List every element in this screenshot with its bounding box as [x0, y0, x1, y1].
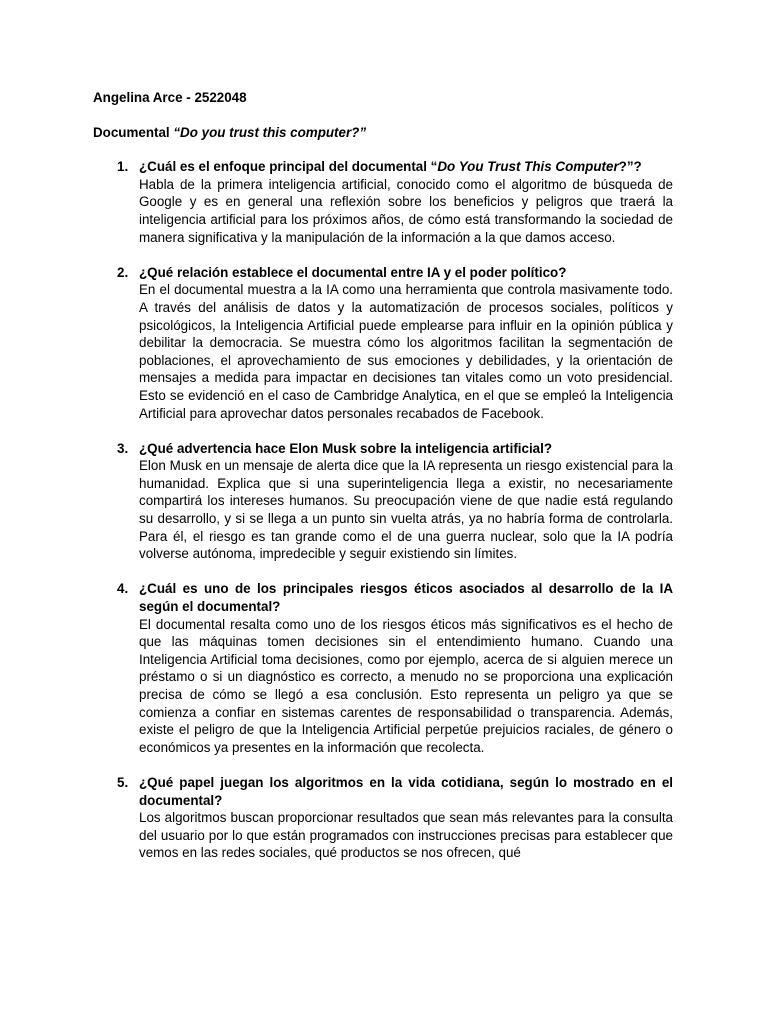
question-item-5	[93, 774, 673, 862]
question-text-part: ¿Cuál es el enfoque principal del documental “	[139, 159, 438, 175]
question-item-1	[93, 158, 673, 246]
question-text	[139, 158, 673, 176]
question-text-part: ?”?	[618, 159, 642, 175]
question-number: 1.	[117, 159, 129, 175]
document-label: Documental	[93, 124, 174, 140]
document-page	[93, 89, 673, 880]
answer-text: El documental resalta como uno de los riesgos éticos más significativos es el hecho de que las máquinas tomen decisiones sin el entendimiento humano. Cuando una Inteligencia Artificial toma decisiones, como por ejemplo, acerca de si alguien merece un préstamo o si un diagnóstico es correcto, a menudo no se proporciona una explicación precisa de cómo se llegó a esa conclusión. Esto representa un peligro ya que se comienza a confiar en sistemas carentes de responsabilidad o transparencia. Además, existe el peligro de que la Inteligencia Artificial perpetúe prejuicios raciales, de género o económicos ya presentes en la información que recolecta.	[139, 616, 673, 755]
question-text: ¿Cuál es uno de los principales riesgos éticos asociados al desarrollo de la IA según el documental?	[139, 581, 673, 615]
answer-text: Habla de la primera inteligencia artificial, conocido como el algoritmo de búsqueda de Google y es en general una reflexión sobre los beneficios y peligros que traerá la inteligencia artificial para los próximos años, de cómo está transformando la sociedad de manera significativa y la manipulación de la información a la que damos acceso.	[139, 176, 673, 245]
question-number: 5.	[117, 774, 129, 790]
question-text: ¿Qué papel juegan los algoritmos en la vida cotidiana, según lo mostrado en el documental?	[139, 774, 673, 808]
answer-text: En el documental muestra a la IA como una herramienta que controla masivamente todo. A través del análisis de datos y la automatización de procesos sociales, políticos y psicológicos, la Inteligencia Artificial puede emplearse para influir en la opinión pública y debilitar la democracia. Se muestra cómo los algoritmos facilitan la segmentación de poblaciones, el aprovechamiento de sus emociones y debilidades, y la orientación de mensajes a medida para impactar en decisiones tan vitales como un voto presidencial. Esto se evidenció en el caso de Cambridge Analytica, en el que se empleó la Inteligencia Artificial para aprovechar datos personales recabados de Facebook.	[139, 282, 673, 421]
question-item-4	[93, 580, 673, 756]
document-name: “Do you trust this computer?”	[173, 124, 367, 140]
answer-text: Los algoritmos buscan proporcionar resultados que sean más relevantes para la consulta del usuario por lo que están programados con instrucciones precisas para establecer que vemos en las redes sociales, qué productos se nos ofrecen, qué	[139, 810, 673, 861]
question-number: 4.	[117, 581, 129, 597]
document-title	[93, 124, 673, 142]
question-item-3	[93, 440, 673, 563]
question-text-italic: Do You Trust This Computer	[437, 159, 619, 175]
question-text: ¿Qué relación establece el documental entre IA y el poder político?	[139, 264, 567, 280]
question-item-2	[93, 264, 673, 422]
question-number: 3.	[117, 440, 129, 456]
question-text: ¿Qué advertencia hace Elon Musk sobre la inteligencia artificial?	[139, 440, 553, 456]
answer-text: Elon Musk en un mensaje de alerta dice que la IA representa un riesgo existencial para la humanidad. Explica que si una superinteligencia llega a existir, no necesariamente compartirá los intereses humanos. Su preocupación viene de que nadie está regulando su desarrollo, y si se llega a un punto sin vuelta atrás, ya no habría forma de controlarla. Para él, el riesgo es tan grande como el de una guerra nuclear, solo que la IA podría volverse autónoma, impredecible y seguir existiendo sin límites.	[139, 458, 673, 562]
question-number: 2.	[117, 264, 129, 280]
author-line: Angelina Arce - 2522048	[93, 90, 247, 105]
question-list	[93, 158, 673, 862]
